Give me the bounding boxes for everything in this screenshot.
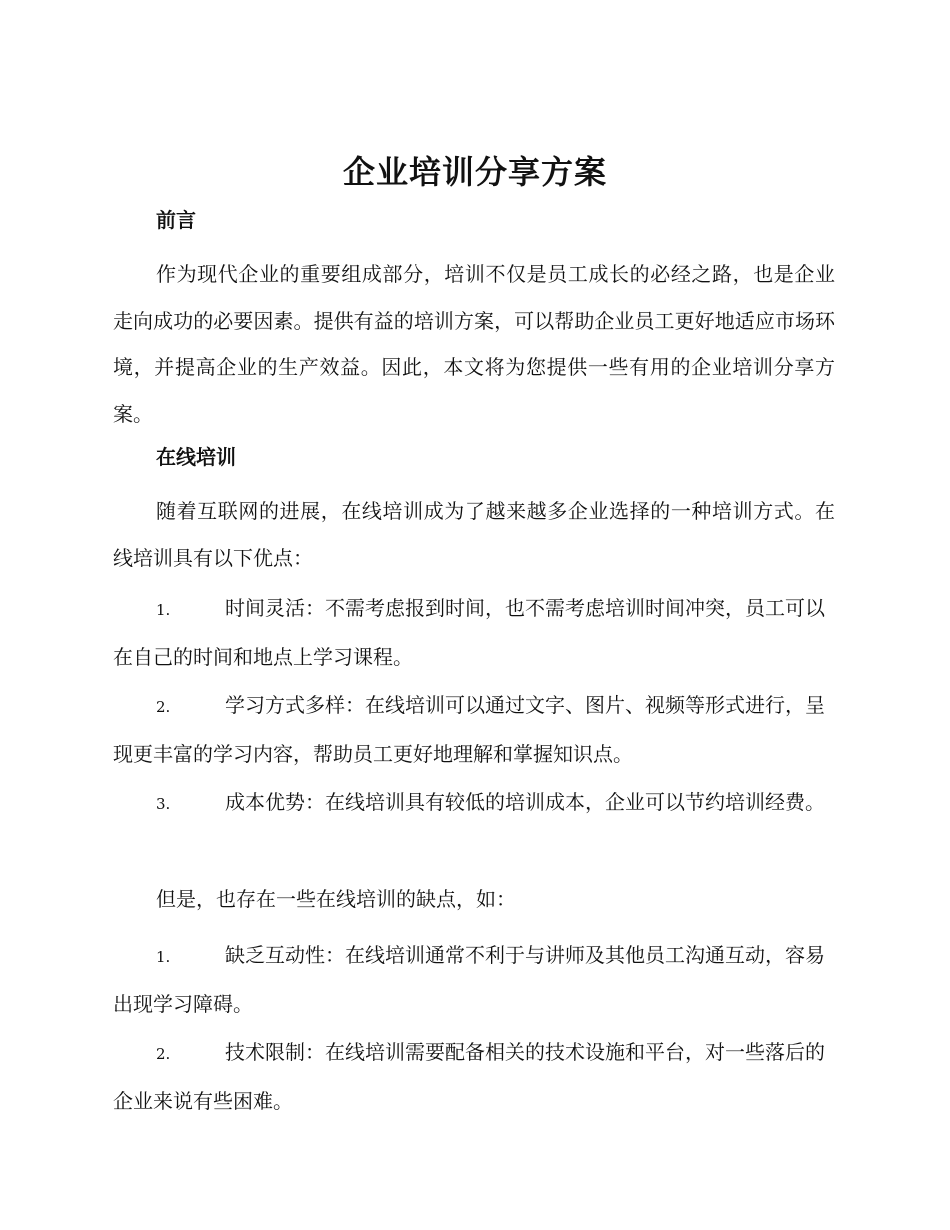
list-number: 1. [156,948,171,966]
section-heading-online-training: 在线培训 [156,445,236,469]
disadvantages-transition: 但是，也存在一些在线培训的缺点，如： [156,887,516,911]
list-item-text: 学习方式多样：在线培训可以通过文字、图片、视频等形式进行，呈现更丰富的学习内容，帮助员工更好地理解和掌握知识点。 [113,693,825,766]
list-number: 1. [156,601,171,619]
advantage-item-3 [113,779,835,828]
advantage-item-2 [113,682,835,777]
list-item-text: 时间灵活：不需考虑报到时间，也不需考虑培训时间冲突，员工可以在自己的时间和地点上学习课程。 [113,596,825,669]
list-number: 2. [156,698,171,716]
preface-paragraph: 作为现代企业的重要组成部分，培训不仅是员工成长的必经之路，也是企业走向成功的必要因素。提供有益的培训方案，可以帮助企业员工更好地适应市场环境，并提高企业的生产效益。因此，本文将为您提供一些有用的企业培训分享方案。 [113,262,835,426]
online-training-intro: 随着互联网的进展，在线培训成为了越来越多企业选择的一种培训方式。在线培训具有以下优点： [113,499,835,570]
document-title: 企业培训分享方案 [342,153,607,191]
list-number: 2. [156,1045,171,1063]
section-heading-preface: 前言 [156,208,196,232]
list-item-text: 成本优势：在线培训具有较低的培训成本，企业可以节约培训经费。 [225,790,825,814]
list-item-text: 缺乏互动性：在线培训通常不利于与讲师及其他员工沟通互动，容易出现学习障碍。 [113,943,825,1016]
list-number: 3. [156,795,171,813]
advantage-item-1 [113,585,835,680]
list-item-text: 技术限制：在线培训需要配备相关的技术设施和平台，对一些落后的企业来说有些困难。 [113,1040,825,1113]
disadvantage-item-2 [113,1029,835,1124]
disadvantage-item-1 [113,932,835,1027]
